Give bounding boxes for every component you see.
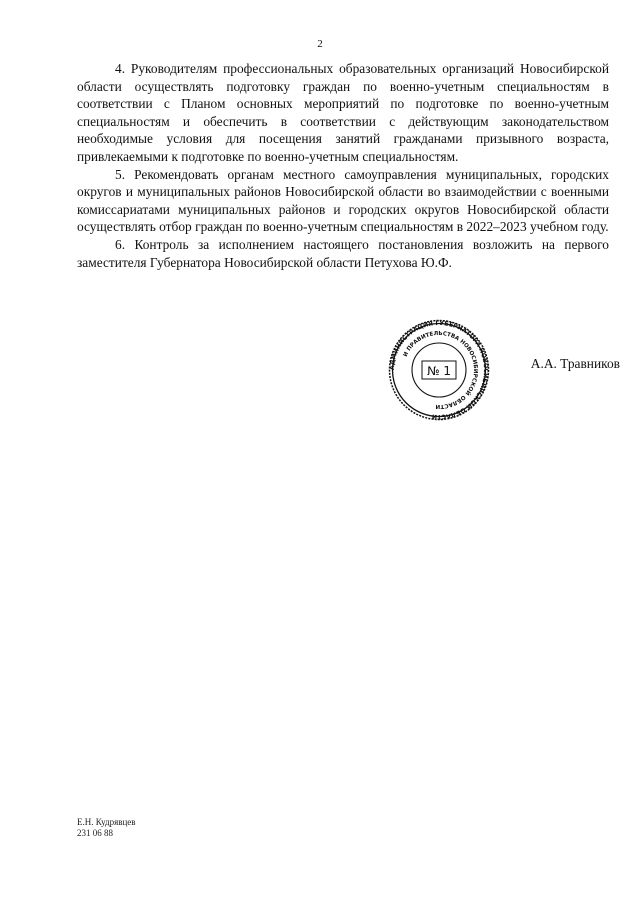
- seal-inner-text: И ПРАВИТЕЛЬСТВА НОВОСИБИРСКОЙ ОБЛАСТИ: [402, 330, 479, 410]
- paragraph-item-4: 4. Руководителям профессиональных образовательных организаций Новосибирской области осуществлять подготовку граждан по военно-учетным специальностям в соответствии с Планом основных мероприятий по подготовке по военно-учетным специальностям и обеспечить в соответствии с действующим законодательством необходимые условия для посещения занятий гражданами призывного возраста, привлекаемыми к подготовке по военно-учетным специальностям.: [77, 61, 609, 164]
- signatory-name: А.А. Травников: [530, 356, 620, 371]
- official-seal: [380, 318, 498, 423]
- seal-outer-text: АДМИНИСТРАЦИЯ ГУБЕРНАТОРА НОВОСИБИРСКОЙ ОБЛАСТИ: [388, 319, 490, 421]
- paragraph-item-5: 5. Рекомендовать органам местного самоуправления муниципальных, городских округов и муниципальных районов Новосибирской области во взаимодействии с военными комиссариатами муниципальных районов и городских округов Новосибирской области осуществлять отбор граждан по военно-учетным специальностям в 2022–2023 учебном году.: [77, 166, 609, 235]
- seal-number: № 1: [427, 364, 451, 378]
- executor-phone: 231 06 88: [77, 828, 113, 838]
- signature-block: [380, 318, 620, 428]
- executor-footer: [77, 817, 136, 839]
- paragraph-item-6: 6. Контроль за исполнением настоящего постановления возложить на первого заместителя Губернатора Новосибирской области Петухова Ю.Ф.: [77, 236, 609, 270]
- document-body: [77, 60, 609, 271]
- page-number: 2: [317, 38, 323, 50]
- executor-name: Е.Н. Кудрявцев: [77, 817, 136, 827]
